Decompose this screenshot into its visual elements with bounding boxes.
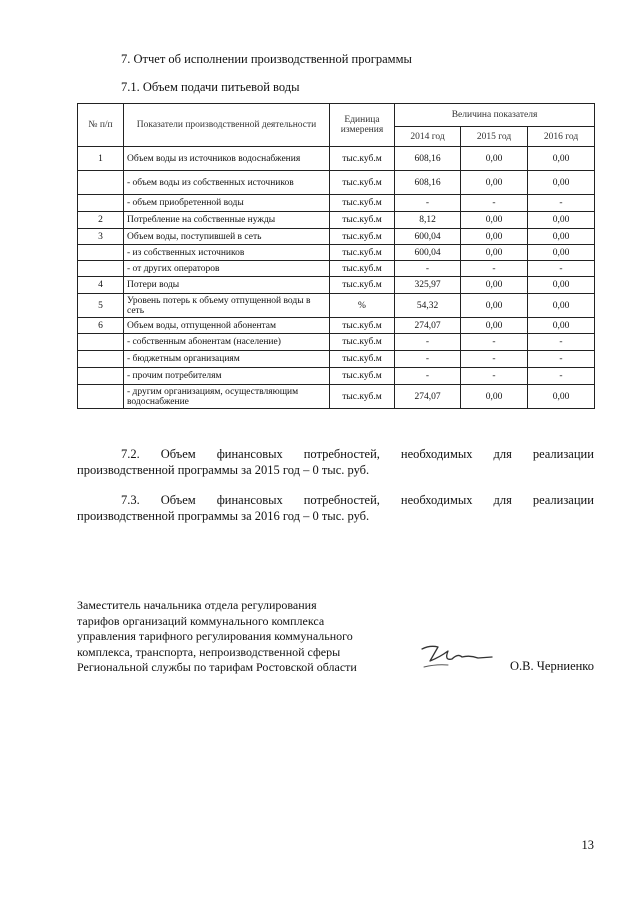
value-2014: 608,16 — [395, 171, 461, 195]
row-unit: тыс.куб.м — [330, 147, 395, 171]
row-unit: % — [330, 294, 395, 318]
value-2014: - — [395, 195, 461, 212]
value-2015: 0,00 — [461, 318, 528, 334]
row-num: 6 — [78, 318, 124, 334]
value-2015: - — [461, 368, 528, 385]
signer-title-line: комплекса, транспорта, непроизводственной сферы — [77, 644, 341, 659]
table-row — [78, 318, 595, 334]
table-row — [78, 229, 595, 245]
signer-title-line: Региональной службы по тарифам Ростовской области — [77, 660, 357, 674]
paragraph-7-3 — [77, 492, 594, 524]
p73-word: для — [493, 493, 512, 507]
value-2015: - — [461, 351, 528, 368]
value-2015: - — [461, 195, 528, 212]
p72-word: потребностей, — [303, 447, 380, 461]
value-2014: 325,97 — [395, 277, 461, 294]
row-num: 3 — [78, 229, 124, 245]
row-num: 1 — [78, 147, 124, 171]
row-unit: тыс.куб.м — [330, 277, 395, 294]
table-row — [78, 277, 595, 294]
value-2016: 0,00 — [528, 318, 595, 334]
p73-word: потребностей, — [303, 493, 380, 507]
value-2016: - — [528, 195, 595, 212]
value-2016: - — [528, 261, 595, 277]
value-2016: 0,00 — [528, 212, 595, 229]
value-2015: 0,00 — [461, 171, 528, 195]
value-2015: 0,00 — [461, 147, 528, 171]
row-label: - другим организациям, осуществляющим водоснабжение — [124, 385, 330, 409]
row-unit: тыс.куб.м — [330, 334, 395, 351]
row-label: Уровень потерь к объему отпущенной воды в сеть — [124, 294, 330, 318]
header-unit: Единица измерения — [330, 104, 395, 147]
row-label: - объем воды из собственных источников — [124, 171, 330, 195]
row-label: Объем воды, отпущенной абонентам — [124, 318, 330, 334]
row-label: - из собственных источников — [124, 245, 330, 261]
header-value-group: Величина показателя — [395, 104, 595, 127]
handwritten-signature — [418, 637, 498, 673]
row-label: Потери воды — [124, 277, 330, 294]
section-title: 7. Отчет об исполнении производственной программы — [121, 52, 412, 66]
value-2016: - — [528, 351, 595, 368]
row-num: 5 — [78, 294, 124, 318]
value-2016: - — [528, 368, 595, 385]
value-2015: 0,00 — [461, 385, 528, 409]
value-2016: - — [528, 334, 595, 351]
signer-name: О.В. Черниенко — [510, 659, 594, 673]
row-label: Объем воды из источников водоснабжения — [124, 147, 330, 171]
header-year-2016: 2016 год — [528, 127, 595, 147]
p73-word: реализации — [532, 493, 594, 507]
table-row — [78, 385, 595, 409]
p73-word: 7.3. — [121, 493, 140, 507]
value-2014: 54,32 — [395, 294, 461, 318]
value-2015: 0,00 — [461, 229, 528, 245]
value-2014: - — [395, 334, 461, 351]
row-num — [78, 368, 124, 385]
value-2014: - — [395, 261, 461, 277]
header-indicator: Показатели производственной деятельности — [124, 104, 330, 147]
row-num — [78, 171, 124, 195]
row-label: - бюджетным организациям — [124, 351, 330, 368]
paragraph-7-2 — [77, 446, 594, 478]
row-unit: тыс.куб.м — [330, 171, 395, 195]
table-row — [78, 195, 595, 212]
row-label: - собственным абонентам (население) — [124, 334, 330, 351]
row-num — [78, 261, 124, 277]
header-year-2014: 2014 год — [395, 127, 461, 147]
table-row — [78, 294, 595, 318]
value-2014: 600,04 — [395, 245, 461, 261]
table-row — [78, 245, 595, 261]
header-year-2015: 2015 год — [461, 127, 528, 147]
row-unit: тыс.куб.м — [330, 385, 395, 409]
p72-word: финансовых — [216, 447, 283, 461]
row-num — [78, 385, 124, 409]
p72-word: необходимых — [400, 447, 473, 461]
value-2015: - — [461, 261, 528, 277]
value-2014: 8,12 — [395, 212, 461, 229]
value-2016: 0,00 — [528, 245, 595, 261]
row-unit: тыс.куб.м — [330, 351, 395, 368]
value-2014: 274,07 — [395, 385, 461, 409]
row-unit: тыс.куб.м — [330, 318, 395, 334]
value-2014: 274,07 — [395, 318, 461, 334]
value-2016: 0,00 — [528, 147, 595, 171]
row-unit: тыс.куб.м — [330, 261, 395, 277]
p72-word: Объем — [160, 447, 196, 461]
row-num — [78, 245, 124, 261]
row-label: - объем приобретенной воды — [124, 195, 330, 212]
row-unit: тыс.куб.м — [330, 195, 395, 212]
p73-word: необходимых — [400, 493, 473, 507]
signer-title-line: Заместитель начальника отдела регулирования — [77, 598, 317, 612]
p73-word: финансовых — [216, 493, 283, 507]
row-num — [78, 351, 124, 368]
production-program-table — [77, 103, 595, 409]
row-label: Потребление на собственные нужды — [124, 212, 330, 229]
p72-word: 7.2. — [121, 447, 140, 461]
p72-word: для — [493, 447, 512, 461]
table-row — [78, 261, 595, 277]
value-2016: 0,00 — [528, 171, 595, 195]
signer-title — [77, 598, 357, 676]
signer-title-line: тарифов организаций коммунального комплекса — [77, 613, 325, 628]
value-2015: 0,00 — [461, 212, 528, 229]
row-unit: тыс.куб.м — [330, 212, 395, 229]
value-2016: 0,00 — [528, 385, 595, 409]
value-2014: - — [395, 368, 461, 385]
value-2015: 0,00 — [461, 294, 528, 318]
value-2015: 0,00 — [461, 245, 528, 261]
row-num — [78, 334, 124, 351]
p72-line2: производственной программы за 2015 год – 0 тыс. руб. — [77, 463, 370, 477]
header-num: № п/п — [78, 104, 124, 147]
p73-line2: производственной программы за 2016 год – 0 тыс. руб. — [77, 509, 370, 523]
value-2016: 0,00 — [528, 294, 595, 318]
table-row — [78, 334, 595, 351]
value-2014: 600,04 — [395, 229, 461, 245]
row-num: 4 — [78, 277, 124, 294]
table-row — [78, 212, 595, 229]
row-unit: тыс.куб.м — [330, 368, 395, 385]
p72-word: реализации — [532, 447, 594, 461]
row-label: - от других операторов — [124, 261, 330, 277]
page-number: 13 — [581, 838, 594, 852]
row-unit: тыс.куб.м — [330, 245, 395, 261]
value-2014: - — [395, 351, 461, 368]
row-num: 2 — [78, 212, 124, 229]
table-row — [78, 368, 595, 385]
value-2015: - — [461, 334, 528, 351]
table-row — [78, 147, 595, 171]
value-2016: 0,00 — [528, 277, 595, 294]
p73-word: Объем — [160, 493, 196, 507]
row-unit: тыс.куб.м — [330, 229, 395, 245]
table-row — [78, 351, 595, 368]
row-label: - прочим потребителям — [124, 368, 330, 385]
row-label: Объем воды, поступившей в сеть — [124, 229, 330, 245]
value-2014: 608,16 — [395, 147, 461, 171]
value-2016: 0,00 — [528, 229, 595, 245]
subsection-title: 7.1. Объем подачи питьевой воды — [121, 80, 300, 94]
value-2015: 0,00 — [461, 277, 528, 294]
table-row — [78, 171, 595, 195]
row-num — [78, 195, 124, 212]
signer-title-line: управления тарифного регулирования коммунального — [77, 629, 353, 643]
